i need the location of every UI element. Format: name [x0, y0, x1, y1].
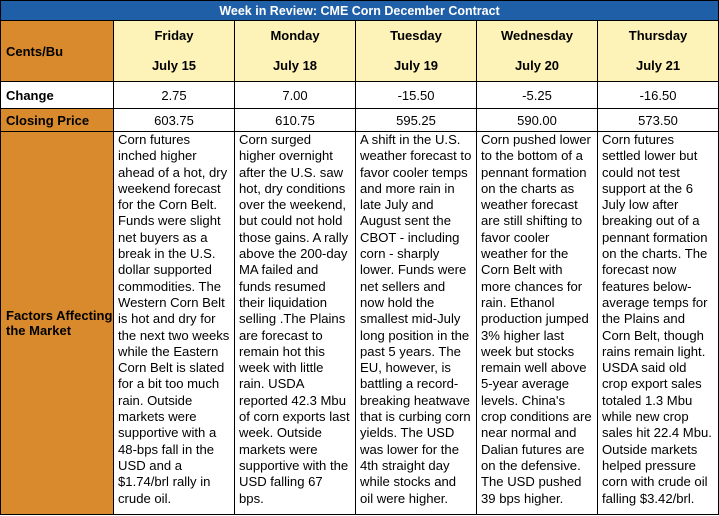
change-cell: 7.00 [235, 82, 356, 109]
change-cell: 2.75 [114, 82, 235, 109]
day-date: July 19 [393, 58, 439, 73]
day-date: July 21 [635, 58, 681, 73]
factors-text: Corn futures settled lower but could not test support at the 6 July low after breaking out of a pennant formation on the charts. The forecast now features below-average temps for the Plains and Corn Belt, though rains remain light. USDA said old crop export sales totaled 1.3 Mbu while new crop sales hit 22.4 Mbu. Outside markets helped pressure corn with crude oil falling $3.42/brl. [602, 132, 712, 506]
day-header-friday [114, 21, 235, 82]
change-cell: -16.50 [598, 82, 719, 109]
factors-cell-tuesday [356, 132, 477, 515]
day-name: Thursday [628, 28, 688, 43]
day-header-wednesday [477, 21, 598, 82]
day-date: July 15 [151, 58, 197, 73]
change-cell: -15.50 [356, 82, 477, 109]
factors-text: A shift in the U.S. weather forecast to favor cooler temps and more rain in late July and August sent the CBOT - including corn - sharply lower. Funds were net sellers and now hold the smallest mid-July long position in the past 5 years. The EU, however, is battling a record-breaking heatwave that is curbing corn yields. The USD was lower for the 4th straight day while stocks and oil were higher. [360, 132, 472, 506]
day-date: July 18 [272, 58, 318, 73]
factors-text: Corn pushed lower to the bottom of a pennant formation on the charts as weather forecast are still shifting to favor cooler weather for the Corn Belt with more chances for rain. Ethanol production jumped 3% higher last week but stocks remain well above 5-year average levels. China's crop conditions are near normal and Dalian futures are on the defensive. The USD pushed 39 bps higher. [481, 132, 592, 506]
day-date: July 20 [514, 58, 560, 73]
closing-price-cell: 610.75 [235, 109, 356, 132]
day-header-thursday [598, 21, 719, 82]
row-label-cents-bu: Cents/Bu [1, 21, 114, 82]
day-name: Friday [154, 28, 194, 43]
factors-cell-wednesday [477, 132, 598, 515]
row-label-factors: Factors Affecting the Market [1, 132, 114, 515]
day-header-monday [235, 21, 356, 82]
closing-price-cell: 595.25 [356, 109, 477, 132]
row-label-change: Change [1, 82, 114, 109]
factors-cell-friday [114, 132, 235, 515]
table-title: Week in Review: CME Corn December Contract [1, 1, 719, 21]
factors-cell-monday [235, 132, 356, 515]
factors-text: Corn futures inched higher ahead of a hot, dry weekend forecast for the Corn Belt. Funds were slight net buyers as a break in the U.S. dollar supported commodities. The Western Corn Belt is hot and dry for the next two weeks while the Eastern Corn Belt is slated for a bit too much rain. Outside markets were supportive with a 48-bps fall in the USD and a $1.74/brl rally in crude oil. [118, 132, 230, 506]
day-name: Tuesday [390, 28, 442, 43]
change-cell: -5.25 [477, 82, 598, 109]
row-label-closing-price: Closing Price [1, 109, 114, 132]
day-header-tuesday [356, 21, 477, 82]
factors-cell-thursday [598, 132, 719, 515]
factors-text: Corn surged higher overnight after the U.S. saw hot, dry conditions over the weekend, but could not hold those gains. A rally above the 200-day MA failed and funds resumed their liquidation selling .The Plains are forecast to remain hot this week with little rain. USDA reported 42.3 Mbu of corn exports last week. Outside markets were supportive with the USD falling 67 bps. [239, 132, 350, 506]
day-name: Monday [270, 28, 320, 43]
closing-price-cell: 603.75 [114, 109, 235, 132]
day-name: Wednesday [500, 28, 573, 43]
closing-price-cell: 590.00 [477, 109, 598, 132]
closing-price-cell: 573.50 [598, 109, 719, 132]
